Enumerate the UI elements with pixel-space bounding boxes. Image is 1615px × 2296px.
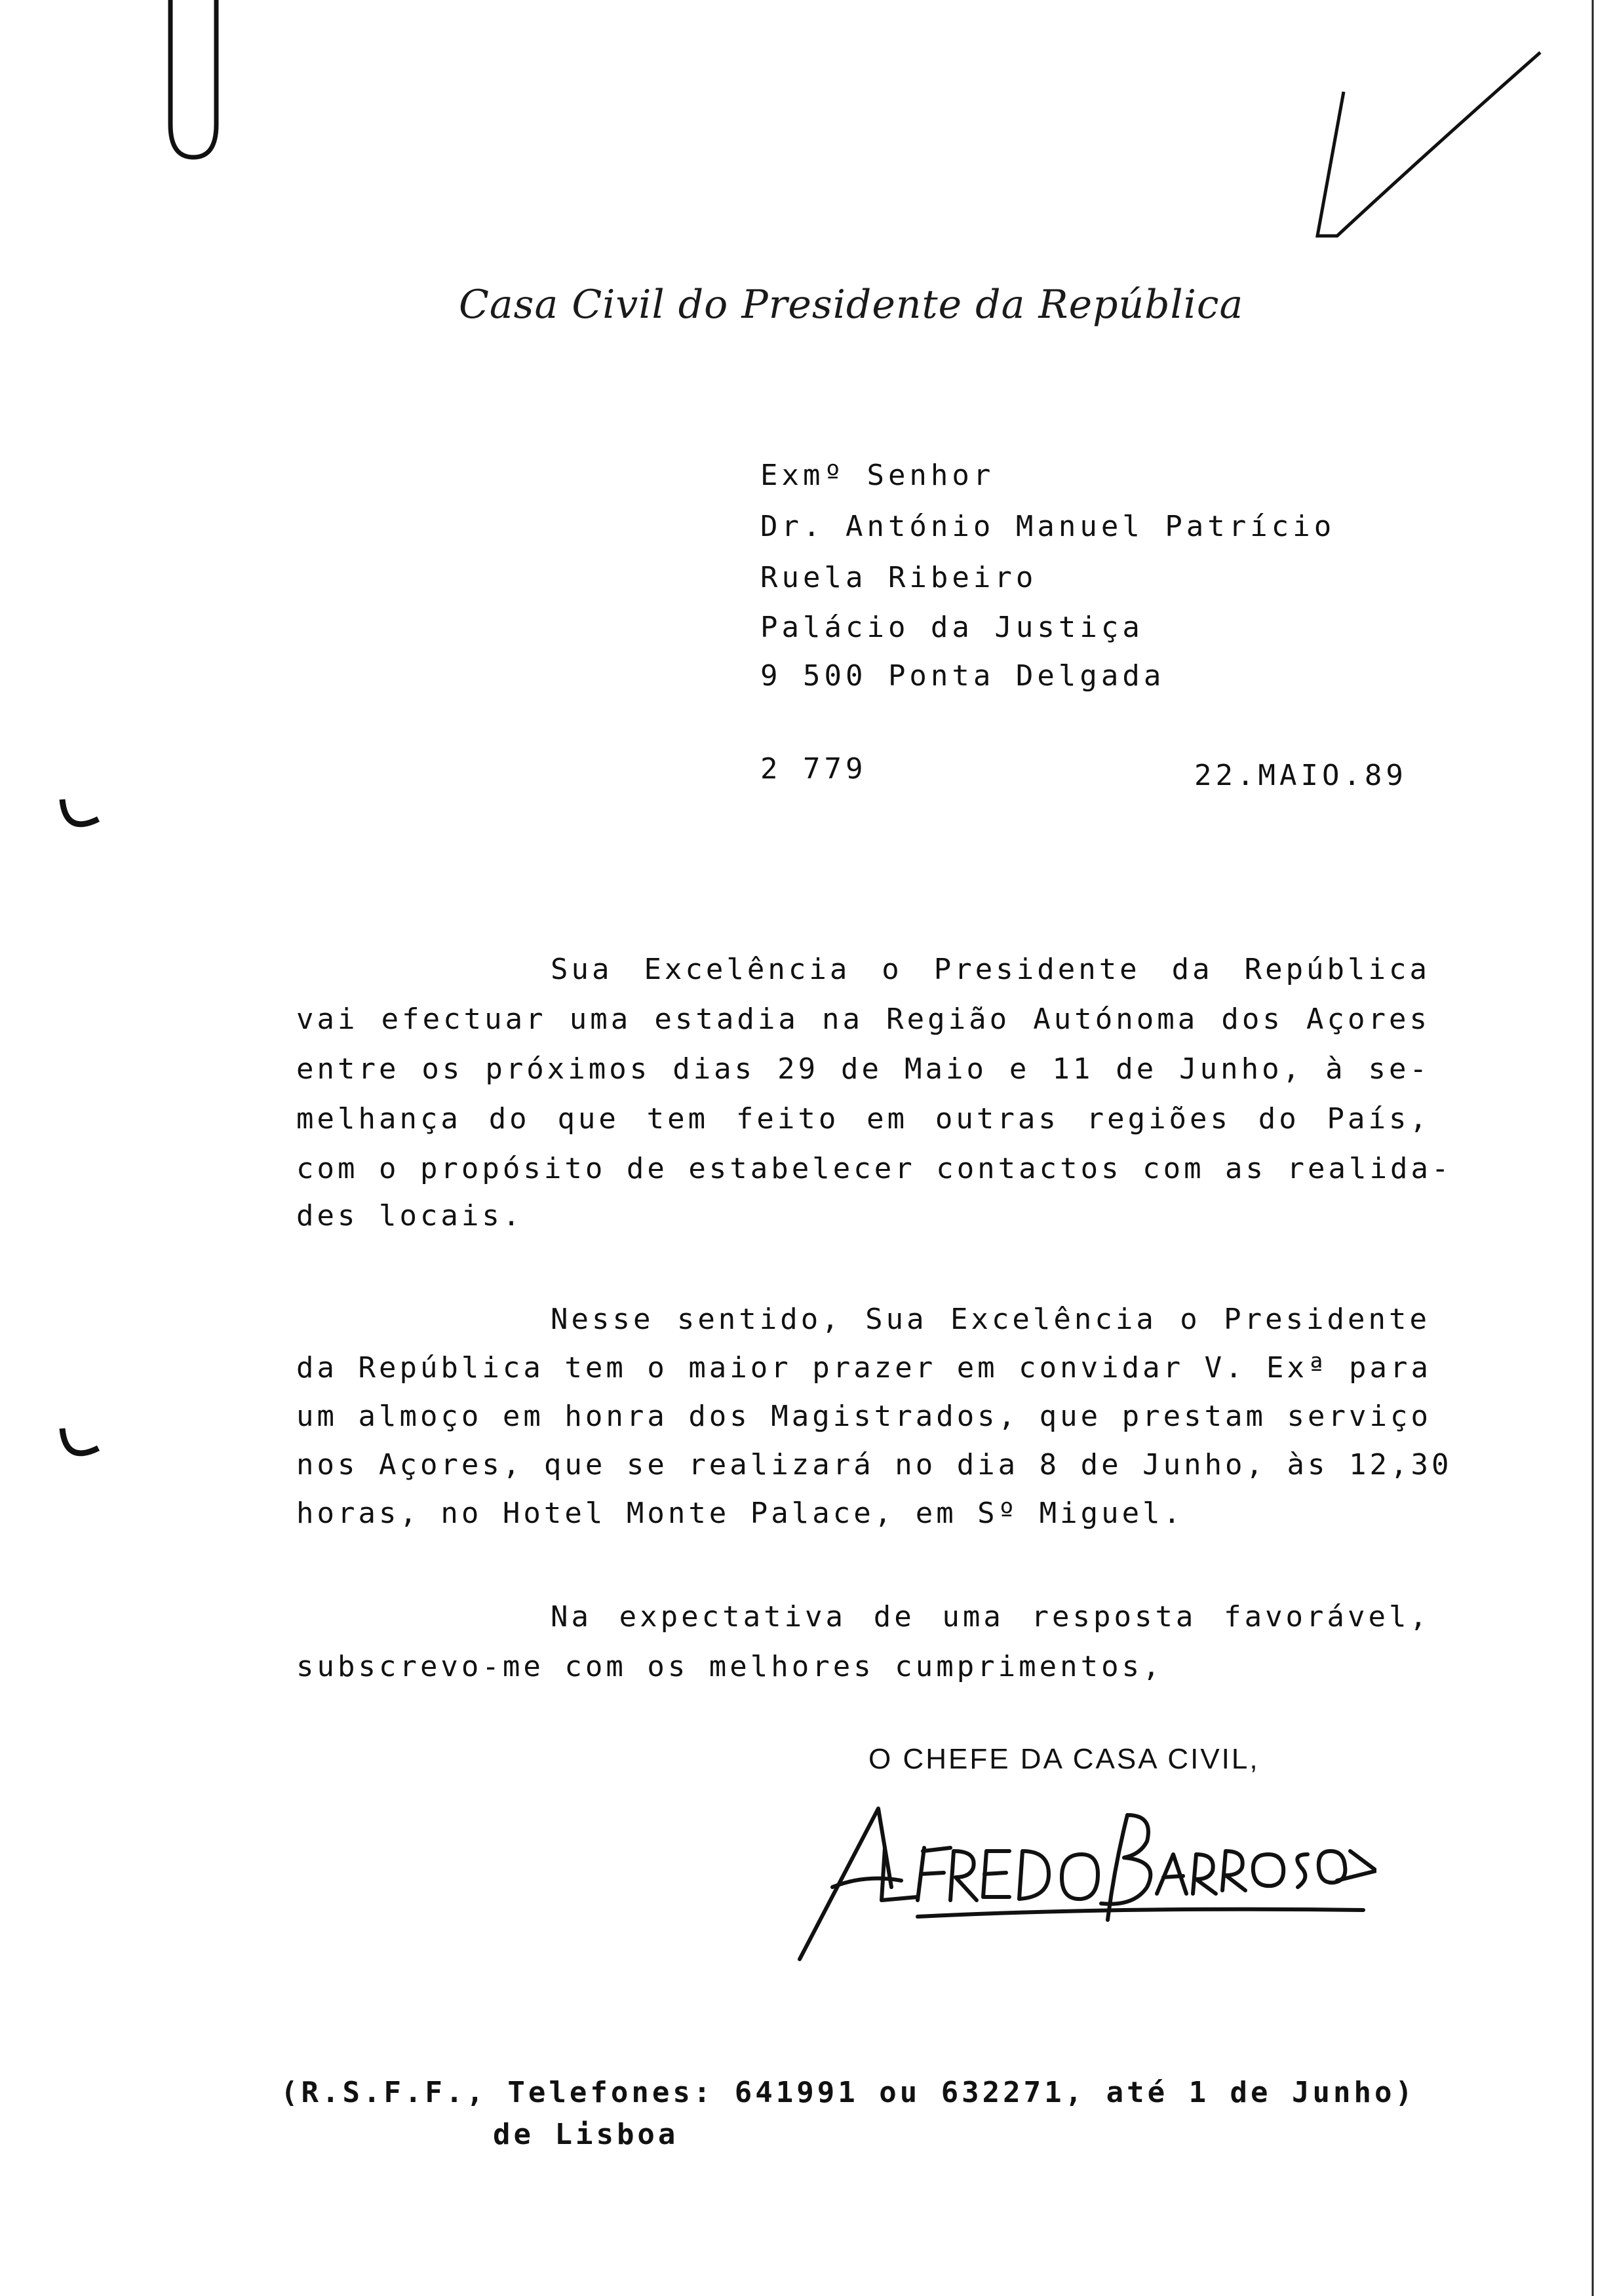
paragraph-line: nos Açores, que se realizará no dia 8 de Junho, às 12,30 [296,1448,1452,1482]
letter-date: 22.MAIO.89 [1194,759,1407,792]
paragraph-line: des locais. [296,1199,524,1233]
paragraph-line: Na expectativa de uma resposta favorável, [551,1600,1430,1634]
footer-city-line: de Lisboa [493,2118,679,2151]
paragraph-line: com o propósito de estabelecer contactos com as realida- [296,1152,1452,1185]
handwritten-signature [787,1789,1376,1972]
paragraph-line: um almoço em honra dos Magistrados, que prestam serviço [296,1400,1431,1433]
recipient-line: Ruela Ribeiro [760,561,1038,594]
paragraph-line: da República tem o maior prazer em convidar V. Exª para [296,1351,1431,1385]
signatory-title: O CHEFE DA CASA CIVIL, [868,1743,1260,1775]
punch-hole-mark-upper [52,786,105,845]
recipient-line: Palácio da Justiça [760,611,1144,644]
recipient-line: Dr. António Manuel Patrício [760,510,1336,543]
reference-number: 2 779 [760,752,867,786]
recipient-line: 9 500 Ponta Delgada [760,659,1165,693]
paragraph-line: entre os próximos dias 29 de Maio e 11 de Junho, à se- [296,1052,1430,1086]
footer-contact-line: (R.S.F.F., Telefones: 641991 ou 632271, até 1 de Junho) [281,2076,1416,2109]
letterhead: Casa Civil do Presidente da República [459,282,1244,328]
paragraph-line: Sua Excelência o Presidente da República [551,953,1430,986]
recipient-line: Exmº Senhor [760,459,995,492]
punch-hole-mark-lower [52,1415,105,1474]
paragraph-line: horas, no Hotel Monte Palace, em Sº Miguel. [296,1497,1184,1530]
paragraph-line: vai efectuar uma estadia na Região Autónoma dos Açores [296,1003,1430,1036]
paragraph-line: melhança do que tem feito em outras regiões do País, [296,1102,1430,1136]
binder-clip-mark [151,0,229,170]
paragraph-line: subscrevo-me com os melhores cumprimentos, [296,1650,1163,1683]
paragraph-line: Nesse sentido, Sua Excelência o Presidente [551,1303,1430,1336]
checkmark-annotation [1298,46,1560,256]
page-edge-line [1586,0,1599,2296]
